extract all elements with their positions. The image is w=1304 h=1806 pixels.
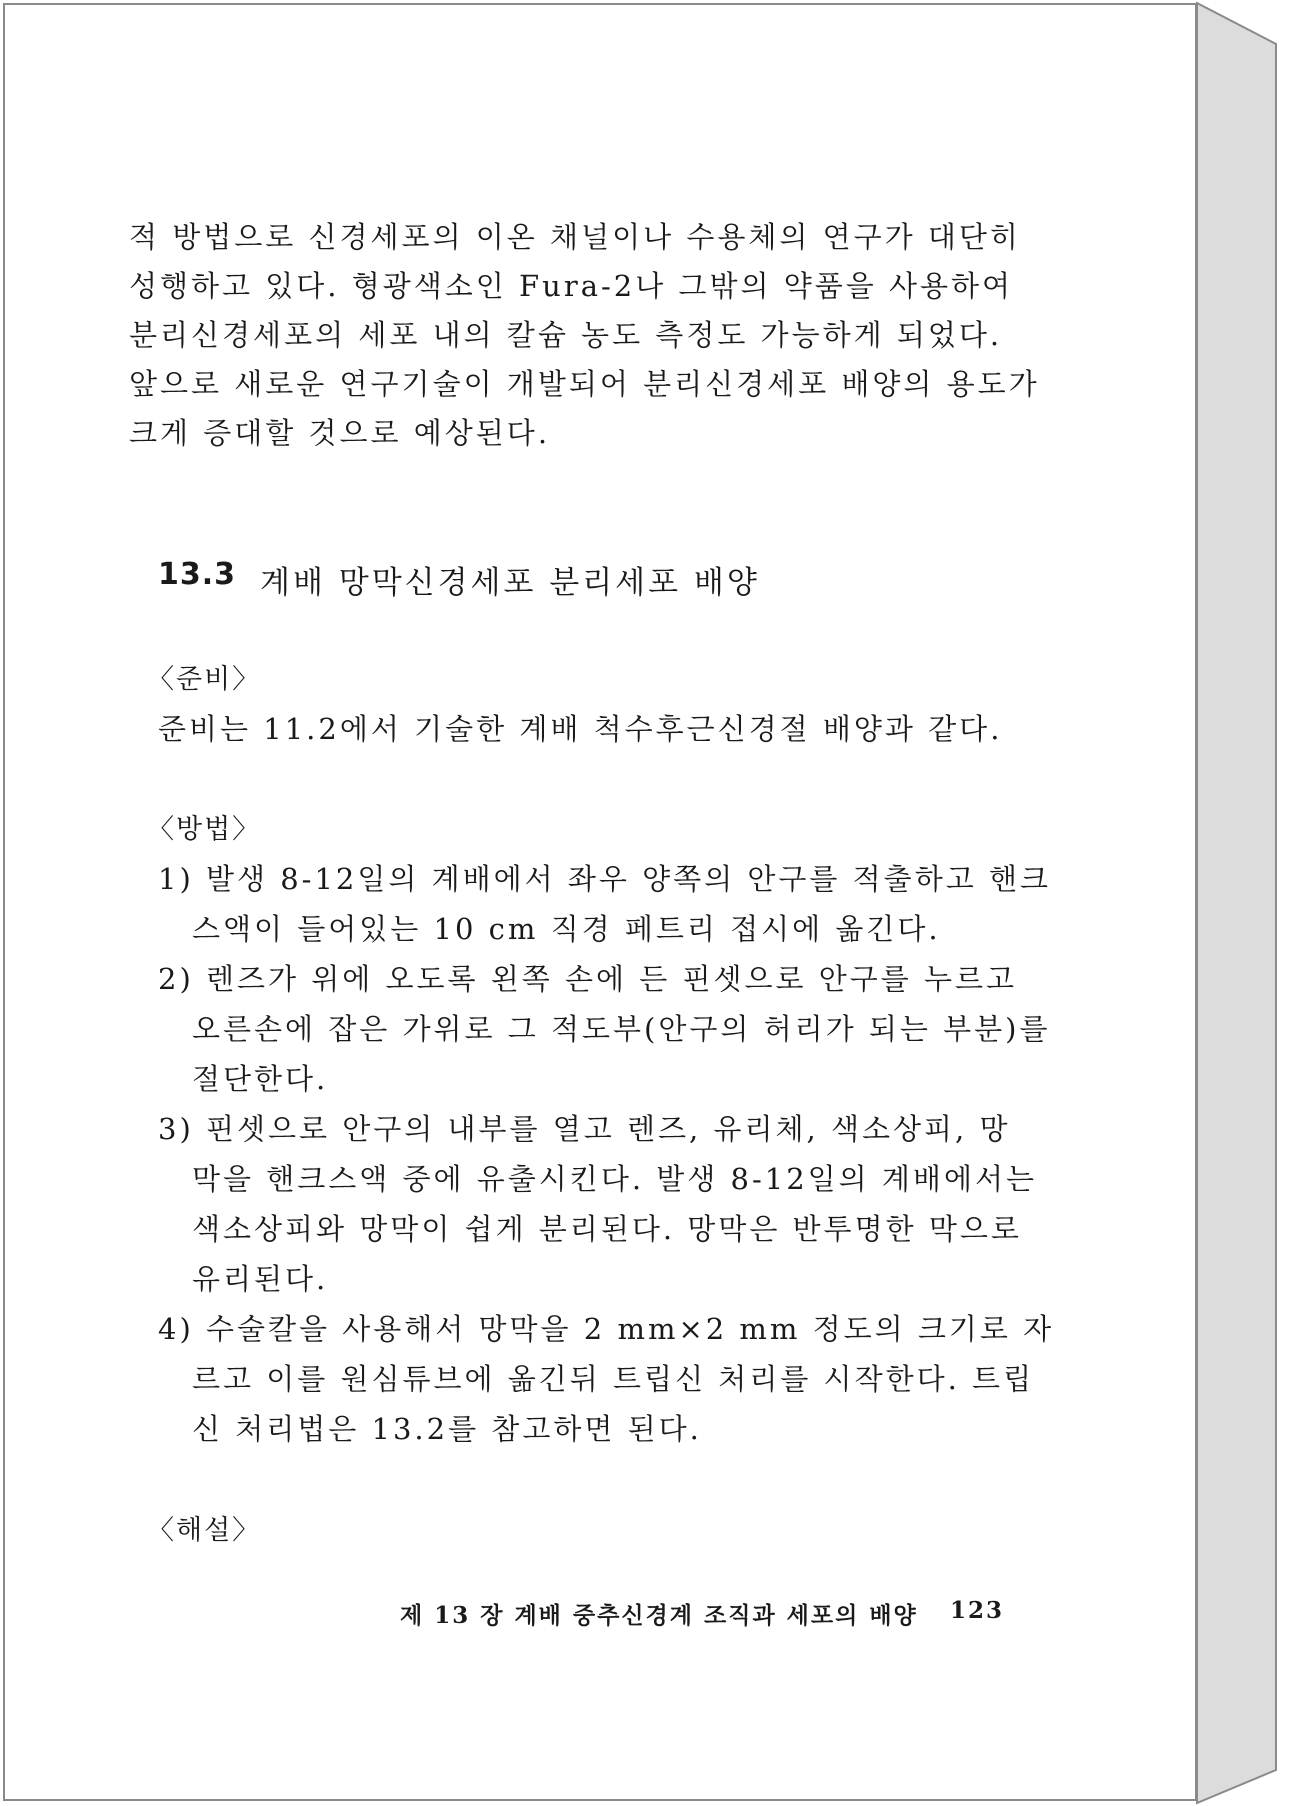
preparation-text: 준비는 11.2에서 기술한 계배 척수후근신경절 배양과 같다. xyxy=(158,712,1003,746)
method-step-line: 3) 핀셋으로 안구의 내부를 열고 렌즈, 유리체, 색소상피, 망 xyxy=(158,1112,1011,1146)
method-step-line: 2) 렌즈가 위에 오도록 왼쪽 손에 든 핀셋으로 안구를 누르고 xyxy=(158,962,1018,996)
method-step-line: 오른손에 잡은 가위로 그 적도부(안구의 허리가 되는 부분)를 xyxy=(192,1012,1051,1046)
intro-line: 크게 증대할 것으로 예상된다. xyxy=(129,416,551,450)
method-step-line: 신 처리법은 13.2를 참고하면 된다. xyxy=(192,1412,702,1446)
method-step-line: 4) 수술칼을 사용해서 망막을 2 mm×2 mm 정도의 크기로 자 xyxy=(158,1312,1055,1346)
preparation-heading: 〈준비〉 xyxy=(147,664,262,695)
method-step-line: 1) 발생 8-12일의 계배에서 좌우 양쪽의 안구를 적출하고 핸크 xyxy=(158,862,1051,896)
method-step-line: 절단한다. xyxy=(192,1062,329,1096)
commentary-heading: 〈해설〉 xyxy=(147,1515,262,1546)
method-step-line: 색소상피와 망막이 쉽게 분리된다. 망막은 반투명한 막으로 xyxy=(192,1212,1022,1246)
page-number: 123 xyxy=(950,1597,1005,1624)
page xyxy=(3,3,1197,1801)
method-heading: 〈방법〉 xyxy=(147,814,262,845)
intro-line: 분리신경세포의 세포 내의 칼슘 농도 측정도 가능하게 되었다. xyxy=(129,318,1003,352)
method-step-line: 스액이 들어있는 10 cm 직경 페트리 접시에 옮긴다. xyxy=(192,912,941,946)
running-footer: 제 13 장 계배 중추신경계 조직과 세포의 배양 xyxy=(400,1602,918,1629)
section-number: 13.3 xyxy=(158,557,237,592)
intro-line: 성행하고 있다. 형광색소인 Fura-2나 그밖의 약품을 사용하여 xyxy=(129,269,1014,303)
intro-line: 앞으로 새로운 연구기술이 개발되어 분리신경세포 배양의 용도가 xyxy=(129,367,1040,401)
method-step-line: 르고 이를 원심튜브에 옮긴뒤 트립신 처리를 시작한다. 트립 xyxy=(192,1362,1035,1396)
section-title: 계배 망막신경세포 분리세포 배양 xyxy=(260,565,760,601)
intro-line: 적 방법으로 신경세포의 이온 채널이나 수용체의 연구가 대단히 xyxy=(129,220,1021,254)
method-step-line: 막을 핸크스액 중에 유출시킨다. 발생 8-12일의 계배에서는 xyxy=(192,1162,1037,1196)
method-step-line: 유리된다. xyxy=(192,1262,329,1296)
